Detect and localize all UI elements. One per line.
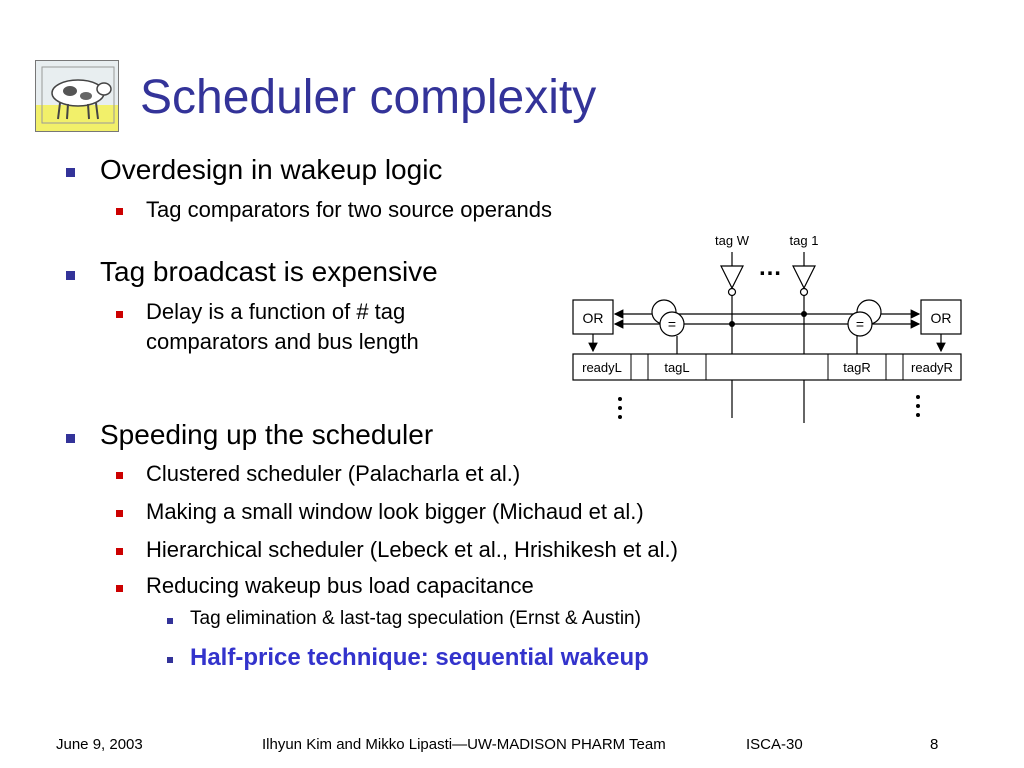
left-comparator-eq: = xyxy=(667,316,677,332)
vertical-ellipsis-right xyxy=(916,395,920,417)
bullet-overdesign: Overdesign in wakeup logic xyxy=(100,154,443,185)
page-number: 8 xyxy=(930,736,939,753)
bullet-marker xyxy=(66,168,75,177)
bullet-marker xyxy=(66,271,75,280)
sub-bullet-hierarchical: Hierarchical scheduler (Lebeck et al., Hrishikesh et al.) xyxy=(146,537,678,562)
sub-bullet-marker xyxy=(116,311,123,318)
cell-tagR: tagR xyxy=(843,360,871,375)
tag-w-driver-icon xyxy=(721,266,743,288)
footer-venue: ISCA-30 xyxy=(746,736,803,753)
sub-sub-bullet-tag-elimination: Tag elimination & last-tag speculation (Ernst & Austin) xyxy=(190,608,641,629)
footer-date: June 9, 2003 xyxy=(56,736,143,753)
tag-1-label: tag 1 xyxy=(789,233,819,248)
bullet-speeding-up: Speeding up the scheduler xyxy=(100,419,434,450)
vertical-ellipsis-left xyxy=(618,397,622,419)
sub-bullet-clustered: Clustered scheduler (Palacharla et al.) xyxy=(146,461,521,486)
or-gate-left-label: OR xyxy=(582,310,604,326)
tag-w-label: tag W xyxy=(715,233,749,248)
sub-bullet-marker xyxy=(116,548,123,555)
sub-bullet-marker xyxy=(116,585,123,592)
sub-sub-bullet-half-price: Half-price technique: sequential wakeup xyxy=(190,644,649,671)
or-gate-right-label: OR xyxy=(930,310,952,326)
footer-authors: Ilhyun Kim and Mikko Lipasti—UW-MADISON PHARM Team xyxy=(262,736,666,753)
cell-tagL: tagL xyxy=(664,360,690,375)
bullet-marker xyxy=(66,434,75,443)
tag-1-driver-icon xyxy=(793,266,815,288)
bullet-tag-broadcast: Tag broadcast is expensive xyxy=(100,256,438,287)
right-comparator-eq: = xyxy=(855,316,865,332)
cell-readyL: readyL xyxy=(582,360,622,375)
sub-bullet-marker xyxy=(116,510,123,517)
sub-bullet-marker xyxy=(116,472,123,479)
sub-bullet-marker xyxy=(116,208,123,215)
sub-sub-bullet-marker xyxy=(167,657,173,663)
cow-logo-image xyxy=(35,60,119,132)
wakeup-logic-diagram xyxy=(560,228,980,428)
horizontal-ellipsis: … xyxy=(758,254,782,281)
sub-bullet-delay-line2: comparators and bus length xyxy=(146,329,419,354)
sub-bullet-reducing-load: Reducing wakeup bus load capacitance xyxy=(146,573,534,598)
cell-readyR: readyR xyxy=(911,360,953,375)
slide-title: Scheduler complexity xyxy=(140,71,597,124)
sub-bullet-delay-line1: Delay is a function of # tag xyxy=(146,299,406,324)
sub-bullet-small-window: Making a small window look bigger (Michaud et al.) xyxy=(146,499,644,524)
sub-sub-bullet-marker xyxy=(167,618,173,624)
sub-bullet-tag-comparators: Tag comparators for two source operands xyxy=(146,197,552,222)
